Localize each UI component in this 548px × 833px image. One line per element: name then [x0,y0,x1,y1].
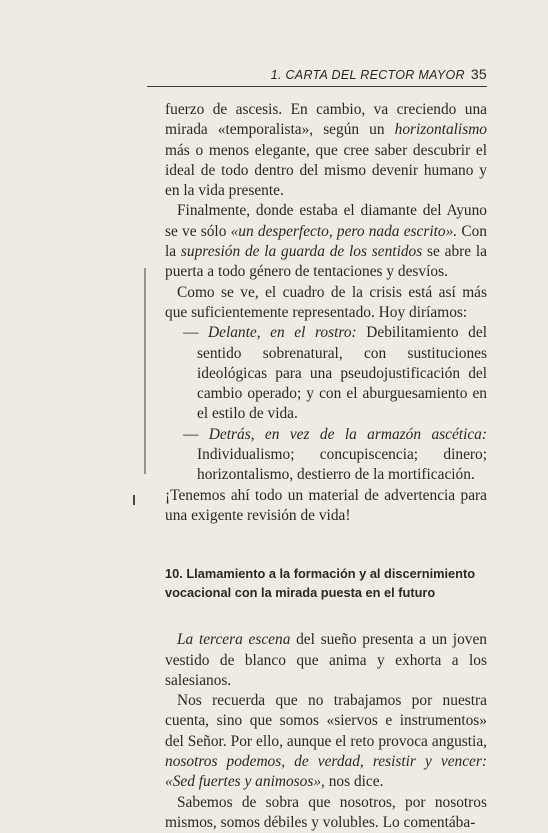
header-rule [147,86,487,87]
dash-item-detras: — Detrás, en vez de la armazón ascética: Individualismo; concupiscencia; dinero; horizontalismo, destierro de la mortificación. [183,425,487,484]
dash-item-delante: — Delante, en el rostro: Debilitamiento del sentido sobrenatural, con sustituciones ideológicas para una pseudojustificación del cambio operado; y con el aburguesamiento en el estilo de vida. [183,324,487,423]
section-heading: 10. Llamamiento a la formación y al discernimiento vocacional con la mirada puesta en el futuro [165,566,476,601]
paragraph-sabemos: Sabemos de sobra que nosotros, por nosotros mismos, somos débiles y volubles. Lo comentába- [165,793,487,831]
paragraph-text: más o menos elegante, que cree saber descubrir el ideal de todo dentro del mismo devenir humano y en la vida presente. [165,141,487,200]
italic-term: horizontalismo [394,121,487,139]
italic-quote: nosotros podemos, de verdad, resistir y vencer: «Sed fuertes y animosos» [165,753,487,791]
paragraph-tercera-escena [165,630,487,691]
dash-item-text: Debilitamiento del sentido sobrenatural, con sustituciones ideológicas para una pseudojustificación del cambio operado; y con el aburguesamiento en el estilo de vida. [197,324,487,423]
paragraph-text: fuerzo de ascesis. En cambio, va creciendo una mirada «temporalista», según un [165,101,487,139]
page-number: 35 [470,66,487,82]
paragraph-text: Con la [165,222,487,261]
dash-item-label: Detrás, en vez de la armazón ascética: [208,425,487,443]
margin-pencil-mark [144,268,146,474]
page-body [165,100,487,833]
paragraph-text: del sueño presenta a un joven vestido de blanco que anima y exhorta a los salesianos. [165,631,487,689]
italic-term: supresión de la guarda de los sentidos [180,243,423,261]
paragraph-text: Finalmente, donde estaba el diamante del Ayuno se ve sólo [165,202,487,240]
dash-item-label: Delante, en el rostro: [208,324,357,342]
italic-quote: «un desperfecto, pero nada escrito». [230,222,458,240]
paragraph-ascesis [165,100,487,201]
paragraph-text: , nos dice. [321,773,384,791]
paragraph-advertencia: ¡Tenemos ahí todo un material de advertencia para una exigente revisión de vida! [165,486,487,524]
margin-stray-mark [133,495,135,505]
running-head [147,66,487,82]
paragraph-text: Nos recuerda que no trabajamos por nuestra cuenta, sino que somos «siervos e instrumentos» del Señor. Por ello, aunque el reto provoca angustia, [165,692,487,750]
paragraph-cuadro-crisis: Como se ve, el cuadro de la crisis está así más que suficientemente representado. Hoy diríamos: [165,283,487,321]
paragraph-nos-recuerda [165,691,487,792]
dash-item-text: Individualismo; concupiscencia; dinero; horizontalismo, destierro de la mortificación. [197,446,487,484]
paragraph-ayuno [165,201,487,282]
running-head-title: 1. CARTA DEL RECTOR MAYOR [270,68,465,82]
italic-term: La tercera escena [177,631,291,649]
paragraph-text: se abre la puerta a todo género de tentaciones y desvíos. [165,243,487,281]
